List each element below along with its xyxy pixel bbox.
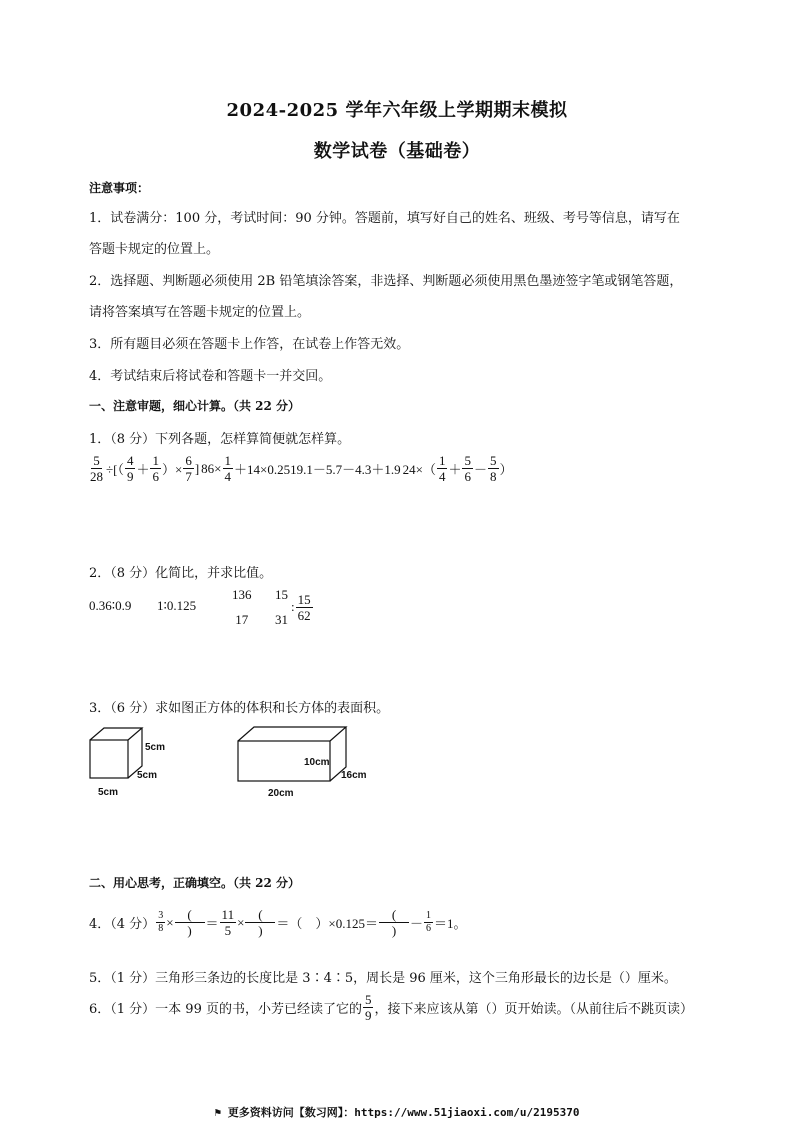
blank: ) <box>187 923 192 938</box>
fraction: $\frac{1}{6}$ <box>426 910 432 934</box>
operator: ＝1。 <box>434 916 467 931</box>
note-item-2a: 2．选择题、判断题必须使用 2B 铅笔填涂答案，非选择、判断题必须使用黑色墨迹签字笔或钢笔答题， <box>89 274 683 289</box>
operator: ＋ <box>448 462 462 477</box>
q1-expressions <box>87 454 513 483</box>
blank-fraction[interactable] <box>175 908 205 937</box>
section2-heading: 二、用心思考，正确填空。（共 22 分） <box>89 876 301 890</box>
blank: ) <box>391 923 397 938</box>
blank-fraction[interactable] <box>379 908 409 937</box>
exam-title-line2: 数学试卷（基础卷） <box>313 141 481 162</box>
q2-ratios <box>89 587 349 627</box>
exam-title-line1: 2024-2025 学年六年级上学期期末模拟 <box>226 100 568 121</box>
fraction: $\frac{1}{4}$ <box>224 453 232 484</box>
cuboid-height-label: 10cm <box>304 757 330 768</box>
operator: － <box>473 462 487 477</box>
blank: ( <box>245 908 275 923</box>
fraction: 15 31 <box>275 587 288 627</box>
fraction: $\frac{4}{9}$ <box>126 453 134 484</box>
operator: － <box>410 916 424 931</box>
ratio-2: 1∶0.125 <box>157 598 197 613</box>
note-item-4: 4．考试结束后将试卷和答题卡一并交回。 <box>89 369 332 384</box>
note-item-1a: 1．试卷满分：100 分，考试时间：90 分钟。答题前，填写好自己的姓名、班级、考号等信息，请写在 <box>89 211 680 226</box>
note-item-3: 3．所有题目必须在答题卡上作答，在试卷上作答无效。 <box>89 337 410 352</box>
operator: ＋ <box>136 462 150 477</box>
expression-3: 19.1－5.7－4.3＋1.9 <box>290 462 401 477</box>
cube-depth-label: 5cm <box>137 770 158 781</box>
notes-heading: 注意事项： <box>89 181 150 195</box>
expression-2-suffix: ＋14×0.25 <box>234 462 291 477</box>
fraction: $\frac{3}{8}$ <box>158 910 164 934</box>
cuboid-width-label: 20cm <box>268 788 294 799</box>
expression-2-prefix: 86× <box>201 460 222 476</box>
ratio-4 <box>272 588 314 626</box>
q1-stem: 1．（8 分）下列各题，怎样算简便就怎样算。 <box>89 432 351 447</box>
blank: ( <box>379 908 409 923</box>
q4-line <box>89 908 467 937</box>
fraction: $\frac{5}{28}$ <box>90 453 103 484</box>
blank: ( <box>175 908 205 923</box>
q6-line <box>89 993 693 1022</box>
operator: ÷[（ <box>106 462 124 477</box>
cube-figure <box>90 728 142 778</box>
fraction: $\frac{5}{8}$ <box>490 453 497 484</box>
footer-link[interactable]: 更多资料访问【数习网】：https://www.51jiaoxi.com/u/2195370 <box>227 1106 580 1119</box>
fraction: $\frac{5}{9}$ <box>364 992 372 1023</box>
q3-stem: 3．（6 分）求如图正方体的体积和长方体的表面积。 <box>89 701 390 716</box>
fraction: $\frac{5}{6}$ <box>464 453 471 484</box>
fraction: $\frac{11}{5}$ <box>221 907 235 938</box>
footer <box>0 1104 794 1120</box>
q4-number: 4．（4 分） <box>89 917 156 932</box>
fraction: $\frac{6}{7}$ <box>185 453 192 484</box>
colon: : <box>291 599 295 614</box>
cube-height-label: 5cm <box>145 742 166 753</box>
flag-icon: ⚑ <box>214 1106 222 1119</box>
note-item-1b: 答题卡规定的位置上。 <box>89 242 220 257</box>
q5: 5．（1 分）三角形三条边的长度比是 3∶4∶5，周长是 96 厘米，这个三角形最长的边长是（）厘米。 <box>89 971 677 986</box>
expression-4-prefix: 24×（ <box>402 462 436 477</box>
cube-width-label: 5cm <box>98 787 119 798</box>
note-item-2b: 请将答案填写在答题卡规定的位置上。 <box>89 305 311 320</box>
ratio-3-fraction: 136 17 <box>232 587 252 627</box>
operator: × <box>166 914 174 930</box>
operator: ＝（ ）×0.125＝ <box>276 916 379 931</box>
q6-text-post: ，接下来应该从第（）页开始读。（从前往后不跳页读） <box>374 1002 693 1017</box>
operator: × <box>237 914 245 930</box>
box-figure-wrap <box>236 722 376 802</box>
blank-fraction[interactable] <box>245 908 275 937</box>
fraction: $\frac{1}{4}$ <box>438 453 446 484</box>
operator: ）× <box>161 462 183 477</box>
operator: ＝ <box>205 916 219 931</box>
fraction: $\frac{15}{62}$ <box>297 591 311 623</box>
q6-text-pre: 6．（1 分）一本 99 页的书，小芳已经读了它的 <box>89 1002 362 1017</box>
section1-heading: 一、注意审题，细心计算。（共 22 分） <box>89 399 301 413</box>
blank: ) <box>258 923 263 938</box>
operator: ） <box>499 462 513 477</box>
operator: ] <box>194 460 200 476</box>
ratio-1: 0.36∶0.9 <box>89 598 132 613</box>
cuboid-depth-label: 16cm <box>341 770 367 781</box>
q2-stem: 2．（8 分）化简比，并求比值。 <box>89 566 273 581</box>
fraction: $\frac{1}{6}$ <box>152 453 159 484</box>
